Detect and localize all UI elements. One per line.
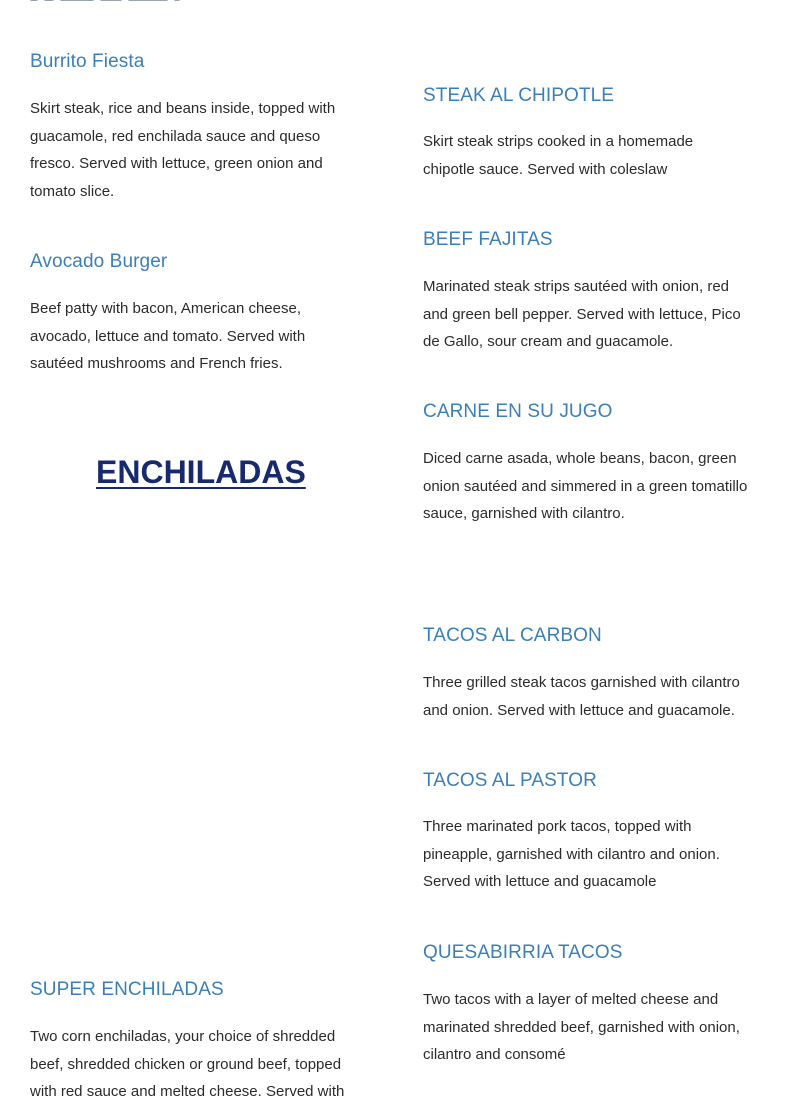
menu-item-description-quesabirria-tacos: Two tacos with a layer of melted cheese and marinated shredded beef, garnished with onion, cilantro and consomé: [423, 991, 740, 1064]
menu-item-description-avocado-burger: Beef patty with bacon, American cheese, avocado, lettuce and tomato. Served with sautéed mushrooms and French fries.: [30, 300, 306, 373]
menu-item-description-tacos-al-carbon: Three grilled steak tacos garnished with cilantro and onion. Served with lettuce and guacamole.: [423, 674, 740, 719]
menu-item-title-steak-al-chipotle: STEAK AL CHIPOTLE: [423, 85, 615, 106]
menu-item-title-beef-fajitas: BEEF FAJITAS: [423, 229, 553, 250]
menu-item-description-carne-en-su-jugo: Diced carne asada, whole beans, bacon, green onion sautéed and simmered in a green tomatillo sauce, garnished with cilantro.: [423, 450, 748, 523]
menu-item-description-beef-fajitas: Marinated steak strips sautéed with onion, red and green bell pepper. Served with lettuce, Pico de Gallo, sour cream and guacamole.: [423, 278, 741, 351]
menu-item-title-quesabirria-tacos: QUESABIRRIA TACOS: [423, 942, 623, 963]
menu-item-title-tacos-al-pastor: TACOS AL PASTOR: [423, 770, 597, 791]
menu-item-description-burrito-fiesta: Skirt steak, rice and beans inside, topped with guacamole, red enchilada sauce and queso fresco. Served with lettuce, green onion and tomato slice.: [30, 100, 336, 201]
menu-item-title-avocado-burger: Avocado Burger: [30, 251, 168, 272]
menu-item-title-super-enchiladas: SUPER ENCHILADAS: [30, 979, 224, 1000]
menu-item-description-super-enchiladas: Two corn enchiladas, your choice of shredded beef, shredded chicken or ground beef, topped with red sauce and melted cheese. Served with: [30, 1028, 345, 1101]
menu-item-title-tacos-al-carbon: TACOS AL CARBON: [423, 625, 602, 646]
menu-item-description-steak-al-chipotle: Skirt steak strips cooked in a homemade chipotle sauce. Served with coleslaw: [423, 133, 694, 178]
menu-item-title-burrito-fiesta: Burrito Fiesta: [30, 51, 145, 72]
section-heading-enchiladas: ENCHILADAS: [96, 454, 306, 490]
menu-item-title-carne-en-su-jugo: CARNE EN SU JUGO: [423, 401, 613, 422]
cropped-previous-text: [30, 0, 250, 2]
menu-item-description-tacos-al-pastor: Three marinated pork tacos, topped with pineapple, garnished with cilantro and onion. Served with lettuce and guacamole: [423, 818, 720, 891]
